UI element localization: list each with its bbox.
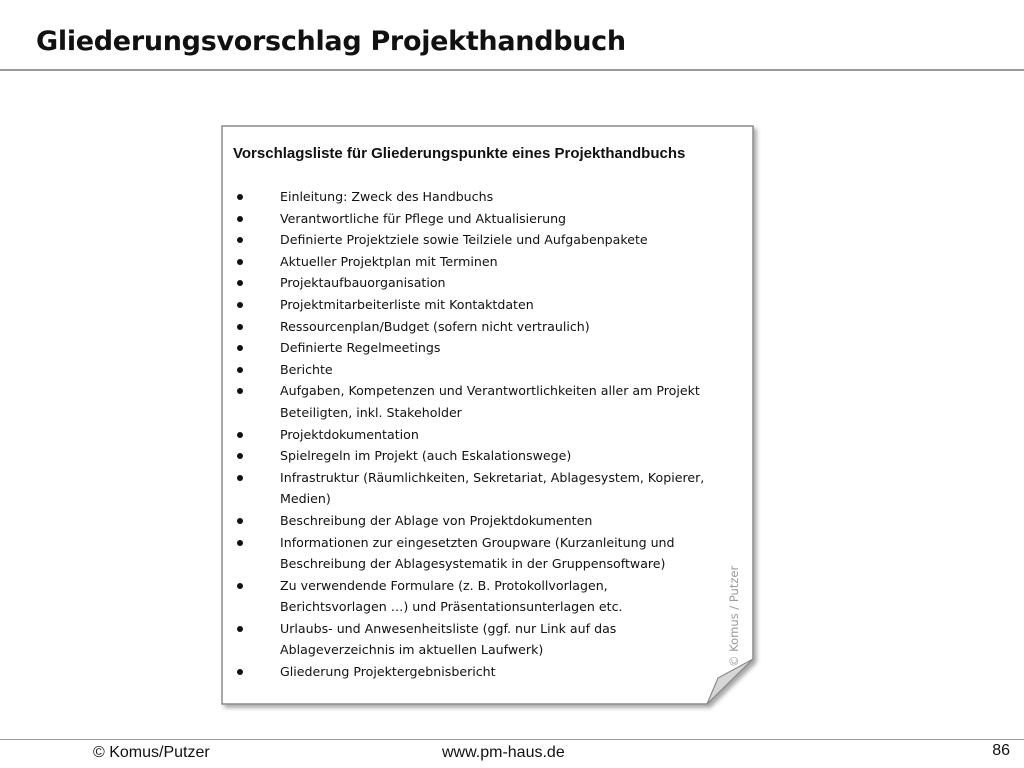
list-item [237, 272, 725, 294]
list-item-text: Zu verwendende Formulare (z. B. Protokollvorlagen, [280, 577, 608, 593]
list-item-text: Projektaufbauorganisation [280, 275, 446, 291]
list-item [237, 251, 725, 273]
list-item-text: Beschreibung der Ablage von Projektdokumenten [280, 512, 593, 528]
list-item [237, 208, 725, 230]
list-item-text: Infrastruktur (Räumlichkeiten, Sekretariat, Ablagesystem, Kopierer, [280, 469, 705, 485]
list-item-text: Definierte Projektziele sowie Teilziele und Aufgabenpakete [280, 232, 648, 248]
bullet-icon [237, 216, 243, 222]
outline-list [237, 186, 725, 683]
bullet-icon [237, 280, 243, 286]
list-item [237, 424, 725, 446]
list-item-text: Definierte Regelmeetings [280, 340, 441, 356]
list-item [237, 532, 725, 575]
page-number: 86 [992, 742, 1010, 759]
bullet-icon [237, 626, 243, 632]
list-item [237, 618, 725, 661]
list-item [237, 661, 725, 683]
list-item [237, 294, 725, 316]
bullet-icon [237, 324, 243, 330]
list-item [237, 380, 725, 423]
list-item-text: Medien) [280, 491, 331, 507]
list-item-text: Ablageverzeichnis im aktuellen Laufwerk) [280, 642, 544, 658]
list-item-text: Informationen zur eingesetzten Groupware (Kurzanleitung und [280, 534, 675, 550]
list-item [237, 337, 725, 359]
bullet-icon [237, 432, 243, 438]
bullet-icon [237, 453, 243, 459]
bullet-icon [237, 540, 243, 546]
list-item-text: Aufgaben, Kompetenzen und Verantwortlichkeiten aller am Projekt [280, 383, 700, 399]
list-item-text: Verantwortliche für Pflege und Aktualisierung [280, 210, 567, 226]
list-item [237, 510, 725, 532]
list-item-text: Berichte [280, 361, 333, 377]
bullet-icon [237, 583, 243, 589]
document-heading: Vorschlagsliste für Gliederungspunkte eines Projekthandbuchs [233, 145, 686, 162]
list-item [237, 186, 725, 208]
list-item [237, 359, 725, 381]
bullet-icon [237, 345, 243, 351]
footer-url: www.pm-haus.de [442, 744, 565, 761]
list-item-text: Projektmitarbeiterliste mit Kontaktdaten [280, 296, 534, 312]
bullet-icon [237, 367, 243, 373]
bullet-icon [237, 475, 243, 481]
bullet-icon [237, 259, 243, 265]
list-item [237, 316, 725, 338]
list-item [237, 445, 725, 467]
list-item-text: Berichtsvorlagen …) und Präsentationsunterlagen etc. [280, 599, 623, 615]
bullet-icon [237, 388, 243, 394]
footer-copyright: © Komus/Putzer [93, 744, 210, 761]
list-item-text: Projektdokumentation [280, 426, 419, 442]
list-item-text: Ressourcenplan/Budget (sofern nicht vertraulich) [280, 318, 590, 334]
vertical-copyright: © Komus / Putzer [727, 565, 741, 667]
list-item [237, 467, 725, 510]
list-item-text: Gliederung Projektergebnisbericht [280, 664, 496, 680]
list-item [237, 229, 725, 251]
list-item-text: Einleitung: Zweck des Handbuchs [280, 189, 494, 204]
list-item-text: Spielregeln im Projekt (auch Eskalationswege) [280, 448, 572, 464]
list-item-text: Beschreibung der Ablagesystematik in der Gruppensoftware) [280, 556, 666, 572]
list-item [237, 575, 725, 618]
list-item-text: Aktueller Projektplan mit Terminen [280, 253, 498, 269]
footer-divider [0, 739, 1024, 740]
list-item-text: Beteiligten, inkl. Stakeholder [280, 404, 462, 420]
bullet-icon [237, 237, 243, 243]
title-divider [0, 69, 1024, 71]
slide-title: Gliederungsvorschlag Projekthandbuch [36, 26, 626, 57]
bullet-icon [237, 518, 243, 524]
bullet-icon [237, 194, 243, 200]
bullet-icon [237, 302, 243, 308]
bullet-icon [237, 669, 243, 675]
list-item-text: Urlaubs- und Anwesenheitsliste (ggf. nur Link auf das [280, 620, 617, 636]
document-card [221, 125, 754, 705]
